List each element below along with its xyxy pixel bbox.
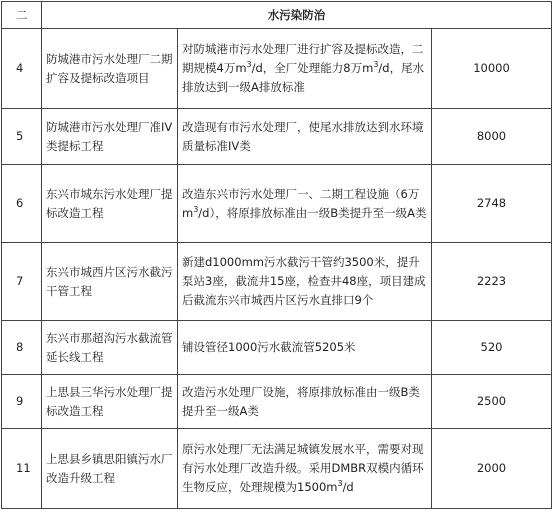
- row-number: 9: [2, 375, 42, 429]
- project-name: 上思县三华污水处理厂提标改造工程: [42, 375, 178, 429]
- project-description: [178, 429, 432, 509]
- superscript: 3: [246, 60, 252, 70]
- project-name: 上思县乡镇思阳镇污水厂改造升级工程: [42, 429, 178, 509]
- project-name: 防城港市污水处理厂准IV类提标工程: [42, 109, 178, 165]
- project-name: 东兴市城西片区污水截污干管工程: [42, 243, 178, 321]
- description-text: 改造现有市污水处理厂，使尾水排放达到水环境质量标准IV类: [182, 119, 424, 153]
- description-text: 原污水处理厂无法满足城镇发展水平，需要对现有污水处理厂改造升级。采用DMBR双模内循环生物反应，处理规模为1500m: [182, 442, 424, 494]
- project-name: 防城港市污水处理厂二期扩容及提标改造项目: [42, 29, 178, 109]
- table-row: [2, 109, 552, 165]
- project-table: [1, 1, 552, 509]
- table-row: [2, 29, 552, 109]
- description-text: 改造东兴市污水处理厂一、二期工程设施（6万m: [182, 186, 420, 220]
- description-text: 铺设管径1000污水截流管5205米: [182, 340, 356, 354]
- project-amount: 2748: [432, 165, 552, 243]
- description-text: /d: [342, 480, 354, 494]
- description-text: 新建d1000mm污水截污干管约3500米，提升泵站3座，截流井15座，检查井48座，项目建成后截流东兴市城西片区污水直排口9个: [182, 255, 426, 307]
- project-description: [178, 375, 432, 429]
- project-name: 东兴市城东污水处理厂提标改造工程: [42, 165, 178, 243]
- row-number: 6: [2, 165, 42, 243]
- project-amount: 8000: [432, 109, 552, 165]
- project-description: [178, 243, 432, 321]
- description-text: 对防城港市污水处理厂进行扩容及提标改造，二期规模4万m: [182, 42, 424, 75]
- project-description: [178, 109, 432, 165]
- project-amount: 520: [432, 321, 552, 375]
- section-header-row: [2, 2, 552, 29]
- table-row: [2, 429, 552, 509]
- project-description: [178, 165, 432, 243]
- row-number: 8: [2, 321, 42, 375]
- project-name: 东兴市那超沟污水截流管延长线工程: [42, 321, 178, 375]
- superscript: 3: [193, 204, 199, 214]
- row-number: 11: [2, 429, 42, 509]
- row-number: 5: [2, 109, 42, 165]
- project-amount: 2000: [432, 429, 552, 509]
- table-row: [2, 375, 552, 429]
- description-text: /d，全厂处理能力8万m: [251, 61, 374, 75]
- project-amount: 10000: [432, 29, 552, 109]
- project-amount: 2223: [432, 243, 552, 321]
- project-amount: 2500: [432, 375, 552, 429]
- section-number: 二: [2, 2, 42, 29]
- table-row: [2, 321, 552, 375]
- table-row: [2, 165, 552, 243]
- superscript: 3: [373, 60, 379, 70]
- project-description: [178, 321, 432, 375]
- project-description: [178, 29, 432, 109]
- section-title: 水污染防治: [42, 2, 552, 29]
- description-text: /d），将原排放标准由一级B类提升至一级A类: [198, 205, 427, 220]
- table-row: [2, 243, 552, 321]
- row-number: 7: [2, 243, 42, 321]
- description-text: /d，尾水排放达到一级A排放标准: [182, 61, 425, 94]
- row-number: 4: [2, 29, 42, 109]
- superscript: 3: [337, 479, 343, 489]
- description-text: 改造污水处理厂设施，将原排放标准由一级B类提升至一级A类: [182, 384, 420, 418]
